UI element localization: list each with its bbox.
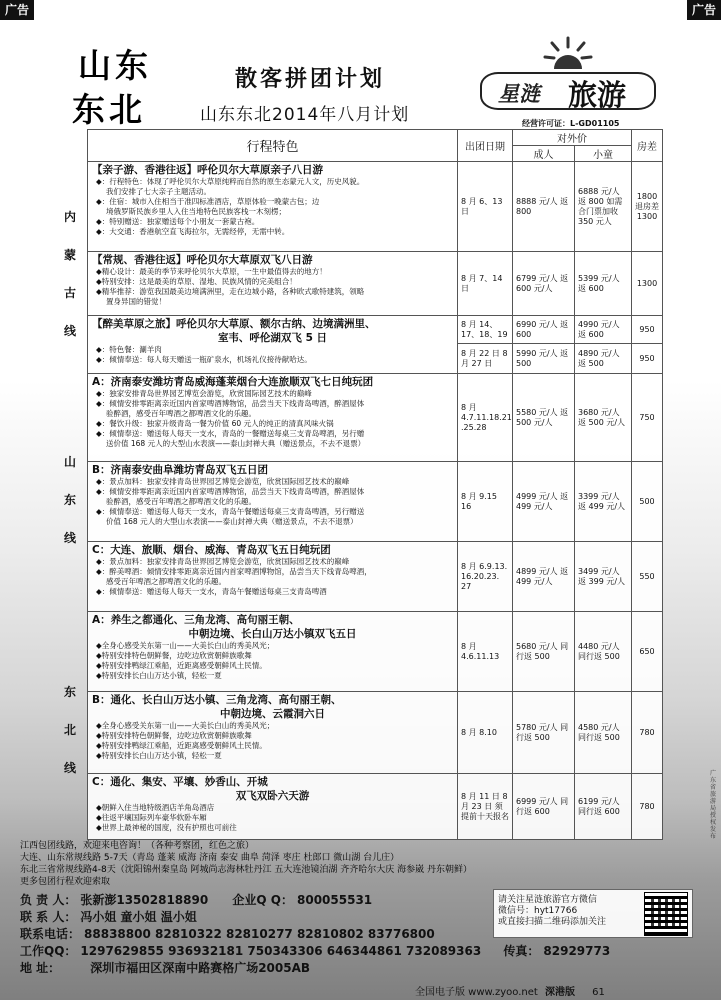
work-qq: 1297629855 936932181 750343306 646344861 732089363 — [80, 944, 482, 958]
adult-price: 5680 元/人 同行返 500 — [513, 612, 575, 692]
child-price: 3499 元/人 返 399 元/人 — [575, 542, 632, 612]
route-cell — [88, 774, 458, 840]
contact-names: 冯小姐 童小姐 温小姐 — [80, 910, 197, 924]
route-line: ◆：餐饮升级：独家升级青岛一餐为价值 60 元人的纯正的清真风味火锅 — [96, 419, 334, 428]
adult-price: 4899 元/人 返 499 元/人 — [513, 542, 575, 612]
page-title: 散客拼团计划 — [235, 67, 386, 92]
contact-label: 负 责 人： — [20, 893, 77, 907]
route-line: ◆朝鲜入住当地特级酒店羊角岛酒店 — [96, 803, 215, 812]
route-title: C：大连、旅顺、烟台、威海、青岛双飞五日纯玩团 — [92, 544, 331, 556]
route-line: ◆：大交通：香港航空直飞海拉尔，无需经停，无需中转。 — [96, 227, 290, 236]
route-cell — [88, 612, 458, 692]
route-title: C：通化、集安、平壤、妙香山、开城 — [92, 776, 268, 788]
contact-manager — [20, 893, 372, 907]
adult-price: 5780 元/人 同行返 500 — [513, 692, 575, 774]
route-cell — [88, 692, 458, 774]
route-line: ◆：特色餐：涮羊肉 — [96, 345, 162, 354]
fax-number: 82929773 — [543, 944, 611, 958]
table-row — [88, 612, 663, 692]
route-line: ◆精心设计：最美的季节来呼伦贝尔大草原，一生中最值得去的地方！ — [96, 267, 327, 276]
side-note: 广东省旅游局授权发布 — [710, 770, 717, 840]
header-date: 出团日期 — [458, 130, 513, 162]
route-title: A：养生之都通化、三角龙湾、高句丽王朝、 — [92, 614, 300, 626]
route-line: ◆：倾情奉送：赠送每人每天一支水，青岛午餐赠送每桌三支青岛啤酒 — [96, 587, 327, 596]
info-line: 更多包团行程欢迎索取 — [20, 877, 111, 887]
child-price: 4990 元/人 返 600 — [575, 316, 632, 344]
route-line: ◆：倾情安排零距离亲近国内首家啤酒博物馆，品尝当天下线青岛啤酒，醉酒屋体 — [96, 487, 365, 496]
info-line: 大连、山东常规线路 5-7天（青岛 蓬莱 威海 济南 泰安 曲阜 菏泽 枣庄 杜郎口 微山湖 台儿庄） — [20, 853, 400, 863]
route-line: ◆特别安排特色朝鲜餐，边吃边欣赏朝鲜族歌舞 — [96, 651, 252, 660]
route-line: 置身异国的错觉！ — [106, 297, 166, 306]
route-title: 【醉美草原之旅】呼伦贝尔大草原、额尔古纳、边境满洲里、 — [92, 318, 376, 330]
table-row — [88, 374, 663, 462]
route-line: ◆：行程特色：体现了呼伦贝尔大草原纯粹而自然的原生态蒙元人文，历史风貌。 — [96, 177, 365, 186]
route-line: ◆精华推荐：游览我国最美边境满洲里，走在边城小路，各种欧式歌特建筑，领略 — [96, 287, 365, 296]
room-surcharge: 550 — [632, 542, 663, 612]
departure-date: 8 月 4.7.11.18.21 .25.28 — [458, 374, 513, 462]
adult-price: 5990 元/人 返 500 — [513, 344, 575, 374]
departure-date: 8 月 14、17、18、19 — [458, 316, 513, 344]
contact-label: 工作QQ： — [20, 944, 77, 958]
child-price: 4580 元/人 同行返 500 — [575, 692, 632, 774]
departure-date: 8 月 8.10 — [458, 692, 513, 774]
route-line: ◆：住宿：城市入住相当于准四标准酒店，草原体验一晚蒙古包；边 — [96, 197, 320, 206]
adult-price: 6990 元/人 返 600 — [513, 316, 575, 344]
travel-agency-logo — [480, 32, 658, 118]
wechat-line: 请关注星涟旅游官方微信 — [498, 895, 598, 905]
route-line: ◆：倾情奉送：赠送每人每天一支水，青岛的一餐赠送每桌三支青岛啤酒，另行赠 — [96, 429, 365, 438]
header-adult: 成人 — [513, 146, 575, 162]
room-surcharge: 650 — [632, 612, 663, 692]
table-row — [88, 252, 663, 316]
address: 深圳市福田区深南中路赛格广场2005AB — [90, 961, 311, 975]
adult-price: 5580 元/人 返 500 元/人 — [513, 374, 575, 462]
header-feature: 行程特色 — [88, 130, 458, 162]
table-row — [88, 542, 663, 612]
room-surcharge: 950 — [632, 344, 663, 374]
route-line: ◆：倾情安排零距离亲近国内首家啤酒博物馆，品尝当天下线青岛啤酒，醉酒屋体 — [96, 399, 365, 408]
qr-code-icon[interactable] — [644, 892, 688, 936]
route-line: ◆特别安排特色朝鲜餐，边吃边欣赏朝鲜族歌舞 — [96, 731, 252, 740]
table-row — [88, 162, 663, 252]
route-title-cont: 中朝边境、长白山万达小镇双飞五日 — [188, 628, 357, 640]
child-price: 6199 元/人 同行返 600 — [575, 774, 632, 840]
info-line: 江西包团线路，欢迎来电咨询！（各种考察团，红色之旅） — [20, 841, 255, 851]
route-line: ◆特别安排鸭绿江乘船，近距离感受朝鲜风土民情。 — [96, 661, 267, 670]
room-surcharge: 500 — [632, 462, 663, 542]
route-line: ◆：景点加料：独家安排青岛世界园艺博览会游览，欣赏国际园艺技术的巅峰 — [96, 477, 350, 486]
header-room: 房差 — [632, 130, 663, 162]
table-row — [88, 462, 663, 542]
departure-date: 8 月 9.15 16 — [458, 462, 513, 542]
route-line: ◆特别安排长白山万达小镇，轻松一夏 — [96, 751, 222, 760]
departure-date: 8 月 22 日 8 月 27 日 — [458, 344, 513, 374]
route-line: ◆往返平壤国际列车豪华软卧车厢 — [96, 813, 207, 822]
route-cell — [88, 252, 458, 316]
route-line: ◆特别安排长白山万达小镇，轻松一夏 — [96, 671, 222, 680]
sun-icon — [542, 35, 594, 69]
route-title: 【常规、香港往返】呼伦贝尔大草原双飞八日游 — [92, 254, 313, 266]
adult-price: 4999 元/人 返 499 元/人 — [513, 462, 575, 542]
route-line: ◆：醉美啤酒：倾情安排零距离亲近国内首家啤酒博物馆，品尝当天下线青岛啤酒， — [96, 567, 372, 576]
route-line: 价值 168 元人的大型山水表演——泰山封禅大典（赠送景点，不去不退票） — [106, 517, 358, 526]
route-line: ◆：景点加料：独家安排青岛世界园艺博览会游览，欣赏国际园艺技术的巅峰 — [96, 557, 350, 566]
child-price: 5399 元/人 返 600 — [575, 252, 632, 316]
route-line: 验醉酒，感受百年啤酒之都啤酒文化的乐趣。 — [106, 497, 256, 506]
section-label-dongbei: 东 北 线 — [63, 685, 76, 775]
wechat-id: 微信号：hyt17766 — [498, 906, 578, 916]
table-row — [88, 692, 663, 774]
route-line: ◆世界上最神秘的国度，没有护照也可前往 — [96, 823, 237, 832]
route-cell — [88, 316, 458, 374]
route-line: ◆：特别赠送：独家赠送每个小朋友一套蒙古袍。 — [96, 217, 260, 226]
route-title: A：济南泰安潍坊青岛威海蓬莱烟台大连旅顺双飞七日纯玩团 — [92, 376, 374, 388]
company-qq: 800055531 — [297, 893, 373, 907]
table-row — [88, 316, 663, 344]
contact-label: 传真： — [503, 944, 540, 958]
ad-label-left: 广告 — [0, 0, 34, 20]
info-line: 东北三省常规线路4-8天（沈阳锦州秦皇岛 阿城尚志海林牡丹江 五大连池镜泊湖 齐齐哈尔大庆 海参崴 丹东朝鲜） — [20, 865, 473, 875]
room-surcharge: 780 — [632, 692, 663, 774]
route-title-cont: 室韦、呼伦湖双飞 5 日 — [217, 332, 328, 344]
phone-numbers: 88838800 82810322 82810277 82810802 83776800 — [84, 927, 435, 941]
contact-phones — [20, 927, 435, 941]
departure-date: 8 月 6.9.13. 16.20.23. 27 — [458, 542, 513, 612]
contact-qq — [20, 944, 610, 958]
brand-dongbei: 东北 — [72, 90, 146, 129]
route-title: 【亲子游、香港往返】呼伦贝尔大草原亲子八日游 — [92, 164, 323, 176]
room-surcharge: 780 — [632, 774, 663, 840]
route-line: 感受百年啤酒之都啤酒文化的乐趣。 — [106, 577, 226, 586]
route-line: 我们安排了七大亲子主题活动。 — [106, 187, 211, 196]
departure-date: 8 月 7、14 日 — [458, 252, 513, 316]
room-surcharge: 750 — [632, 374, 663, 462]
route-line: ◆特别安排鸭绿江乘船，近距离感受朝鲜风土民情。 — [96, 741, 267, 750]
license-number: 经营许可证：L-GD01105 — [522, 119, 620, 128]
contact-person — [20, 910, 197, 924]
route-cell — [88, 462, 458, 542]
footer-site: 全国电子版 www.zyoo.net — [415, 987, 538, 998]
footer — [415, 983, 605, 998]
contact-label: 企业Q Q： — [232, 893, 293, 907]
brand-shandong: 山东 — [78, 46, 152, 85]
route-line: ◆特别安排：这是最美的草原、湿地、民族风情的完美组合！ — [96, 277, 297, 286]
contact-label: 地 址： — [20, 961, 61, 975]
departure-date: 8 月 6、13 日 — [458, 162, 513, 252]
route-line: ◆全身心感受关东第一山——大美长白山的秀美风光； — [96, 641, 275, 650]
tour-schedule-table — [87, 129, 663, 840]
departure-date: 8 月 11 日 8 月 23 日 须提前十天报名 — [458, 774, 513, 840]
route-line: 境俄罗斯民族乡里人入住当地特色民族客栈一木刻楞； — [106, 207, 286, 216]
adult-price: 6999 元/人 同行返 600 — [513, 774, 575, 840]
child-price: 3399 元/人 返 499 元/人 — [575, 462, 632, 542]
section-label-neimenggu: 内 蒙 古 线 — [63, 210, 76, 338]
route-title-cont: 双飞双卧六天游 — [235, 790, 310, 802]
contact-label: 联系电话： — [20, 927, 81, 941]
route-line: ◆：倾情奉送：赠送每人每天一支水，青岛午餐赠送每桌三支青岛啤酒，另行赠送 — [96, 507, 365, 516]
contact-label: 联 系 人： — [20, 910, 77, 924]
adult-price: 6799 元/人 返 600 元/人 — [513, 252, 575, 316]
route-title: B：通化、长白山万达小镇、三角龙湾、高句丽王朝、 — [92, 694, 342, 706]
wechat-box — [493, 889, 693, 938]
route-line: ◆：倾情奉送：每人每天赠送一瓶矿泉水，机场礼仪接待献哈达。 — [96, 355, 312, 364]
child-price: 4480 元/人 同行返 500 — [575, 612, 632, 692]
header-child: 小童 — [575, 146, 632, 162]
section-label-shandong: 山 东 线 — [63, 455, 76, 545]
route-line: ◆：独家安排青岛世界园艺博览会游览，欣赏国际园艺技术的巅峰 — [96, 389, 312, 398]
route-line: ◆全身心感受关东第一山——大美长白山的秀美风光； — [96, 721, 275, 730]
table-row — [88, 774, 663, 840]
route-cell — [88, 374, 458, 462]
route-cell — [88, 542, 458, 612]
logo-text-right: 旅游 — [568, 78, 627, 112]
wechat-text — [498, 895, 648, 928]
wechat-line: 或直接扫描二维码添加关注 — [498, 917, 607, 927]
room-surcharge: 950 — [632, 316, 663, 344]
header-price: 对外价 — [513, 130, 632, 146]
ad-label-right: 广告 — [687, 0, 721, 20]
child-price: 4890 元/人 返 500 — [575, 344, 632, 374]
child-price: 6888 元/人 返 800 如需合门票加收 350 元人 — [575, 162, 632, 252]
route-cell — [88, 162, 458, 252]
manager-phone: 张新澎13502818890 — [80, 893, 209, 907]
logo-text-left: 星涟 — [498, 82, 540, 106]
adult-price: 8888 元/人 返 800 — [513, 162, 575, 252]
route-line: 送价值 168 元人的大型山水表演——泰山封禅大典（赠送景点，不去不退票） — [106, 439, 366, 448]
room-surcharge: 1300 — [632, 252, 663, 316]
child-price: 3680 元/人 返 500 元/人 — [575, 374, 632, 462]
footer-edition: 深港版 — [544, 987, 575, 998]
room-surcharge: 1800 退房差 1300 — [632, 162, 663, 252]
route-title-cont: 中朝边境、云霞洞六日 — [220, 708, 325, 720]
departure-date: 8 月 4.6.11.13 — [458, 612, 513, 692]
route-line: 验醉酒，感受百年啤酒之都啤酒文化的乐趣。 — [106, 409, 256, 418]
contact-address — [20, 961, 310, 975]
page-subtitle: 山东东北2014年八月计划 — [200, 105, 410, 125]
route-title: B：济南泰安曲阜潍坊青岛双飞五日团 — [92, 464, 269, 476]
page-number: 61 — [592, 987, 605, 998]
